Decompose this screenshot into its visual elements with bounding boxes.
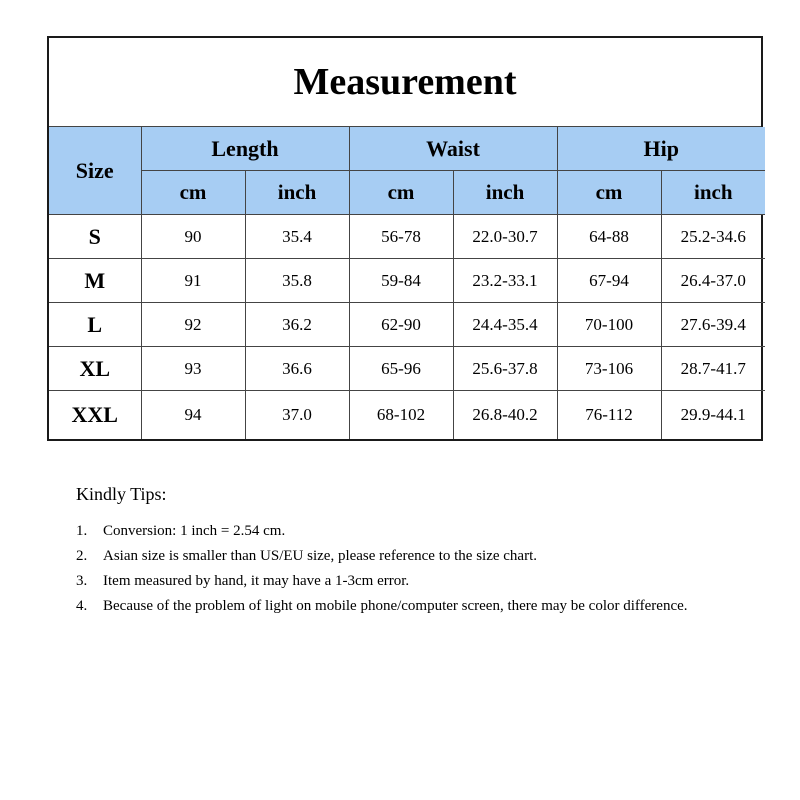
waist-inch-header: inch <box>453 171 557 215</box>
table-row <box>49 303 765 347</box>
length-cm-cell: 92 <box>141 303 245 347</box>
hip-cm-cell: 64-88 <box>557 215 661 259</box>
waist-inch-cell: 22.0-30.7 <box>453 215 557 259</box>
tip-text: Item measured by hand, it may have a 1-3cm error. <box>103 573 410 589</box>
length-inch-cell: 36.6 <box>245 347 349 391</box>
size-cell: XL <box>49 347 141 391</box>
length-inch-header: inch <box>245 171 349 215</box>
length-cm-cell: 90 <box>141 215 245 259</box>
length-cm-cell: 94 <box>141 391 245 440</box>
table-row <box>49 215 765 259</box>
tip-number: 2. <box>76 548 88 564</box>
list-item <box>76 519 756 544</box>
waist-inch-cell: 24.4-35.4 <box>453 303 557 347</box>
length-cm-cell: 91 <box>141 259 245 303</box>
waist-cm-header: cm <box>349 171 453 215</box>
waist-inch-cell: 25.6-37.8 <box>453 347 557 391</box>
waist-inch-cell: 23.2-33.1 <box>453 259 557 303</box>
size-cell: M <box>49 259 141 303</box>
tip-number: 4. <box>76 598 88 614</box>
list-item <box>76 569 756 594</box>
list-item <box>76 594 756 619</box>
waist-cm-cell: 59-84 <box>349 259 453 303</box>
list-item <box>76 544 756 569</box>
hip-inch-header: inch <box>661 171 765 215</box>
tip-text: Asian size is smaller than US/EU size, please reference to the size chart. <box>103 548 537 564</box>
waist-cm-cell: 68-102 <box>349 391 453 440</box>
measurement-table <box>49 127 765 439</box>
size-cell: XXL <box>49 391 141 440</box>
hip-cm-cell: 70-100 <box>557 303 661 347</box>
size-column-header: Size <box>49 127 141 215</box>
waist-header: Waist <box>349 127 557 171</box>
length-inch-cell: 36.2 <box>245 303 349 347</box>
unit-header-row <box>49 171 765 215</box>
table-row <box>49 391 765 440</box>
tip-text: Because of the problem of light on mobile phone/computer screen, there may be color difference. <box>103 598 688 614</box>
waist-cm-cell: 56-78 <box>349 215 453 259</box>
waist-cm-cell: 62-90 <box>349 303 453 347</box>
table-row <box>49 259 765 303</box>
tip-number: 3. <box>76 573 88 589</box>
length-cm-header: cm <box>141 171 245 215</box>
waist-inch-cell: 26.8-40.2 <box>453 391 557 440</box>
hip-inch-cell: 26.4-37.0 <box>661 259 765 303</box>
tips-list <box>76 519 756 619</box>
tips-title: Kindly Tips: <box>76 484 167 504</box>
length-cm-cell: 93 <box>141 347 245 391</box>
chart-title: Measurement <box>49 38 761 127</box>
size-cell: L <box>49 303 141 347</box>
hip-header: Hip <box>557 127 765 171</box>
size-cell: S <box>49 215 141 259</box>
hip-cm-cell: 73-106 <box>557 347 661 391</box>
hip-cm-cell: 76-112 <box>557 391 661 440</box>
hip-inch-cell: 27.6-39.4 <box>661 303 765 347</box>
size-chart <box>47 36 763 441</box>
length-inch-cell: 37.0 <box>245 391 349 440</box>
group-header-row <box>49 127 765 171</box>
hip-cm-cell: 67-94 <box>557 259 661 303</box>
tip-text: Conversion: 1 inch = 2.54 cm. <box>103 523 286 539</box>
hip-inch-cell: 29.9-44.1 <box>661 391 765 440</box>
hip-cm-header: cm <box>557 171 661 215</box>
hip-inch-cell: 28.7-41.7 <box>661 347 765 391</box>
kindly-tips <box>76 484 756 619</box>
hip-inch-cell: 25.2-34.6 <box>661 215 765 259</box>
table-row <box>49 347 765 391</box>
length-inch-cell: 35.4 <box>245 215 349 259</box>
waist-cm-cell: 65-96 <box>349 347 453 391</box>
length-header: Length <box>141 127 349 171</box>
length-inch-cell: 35.8 <box>245 259 349 303</box>
tip-number: 1. <box>76 523 88 539</box>
